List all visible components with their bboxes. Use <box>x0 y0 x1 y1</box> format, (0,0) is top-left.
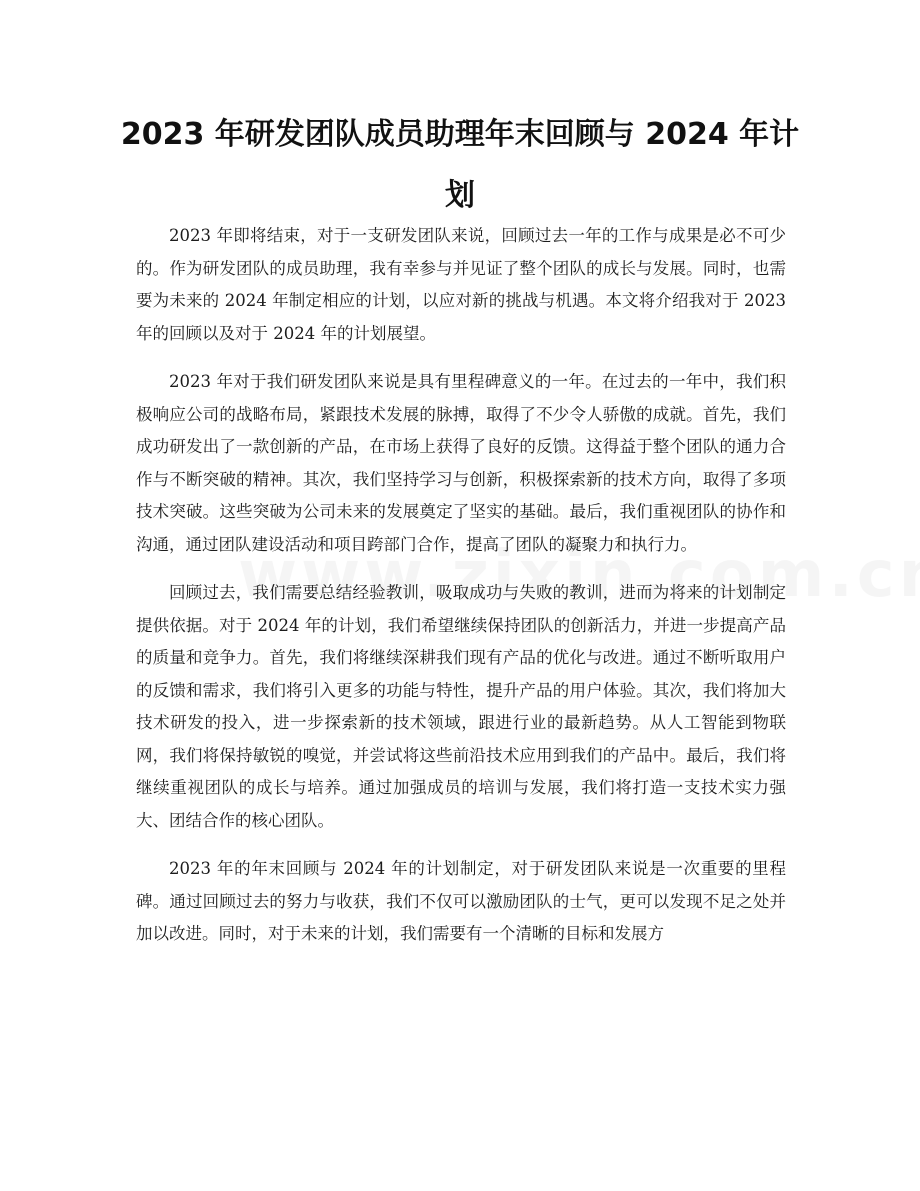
paragraph-2: 2023 年对于我们研发团队来说是具有里程碑意义的一年。在过去的一年中，我们积极响应公司的战略布局，紧跟技术发展的脉搏，取得了不少令人骄傲的成就。首先，我们成功研发出了一款创新的产品，在市场上获得了良好的反馈。这得益于整个团队的通力合作与不断突破的精神。其次，我们坚持学习与创新，积极探索新的技术方向，取得了多项技术突破。这些突破为公司未来的发展奠定了坚实的基础。最后，我们重视团队的协作和沟通，通过团队建设活动和项目跨部门合作，提高了团队的凝聚力和执行力。 <box>136 372 786 554</box>
paragraph-3: 回顾过去，我们需要总结经验教训，吸取成功与失败的教训，进而为将来的计划制定提供依据。对于 2024 年的计划，我们希望继续保持团队的创新活力，并进一步提高产品的质量和竞争力。首先，我们将继续深耕我们现有产品的优化与改进。通过不断听取用户的反馈和需求，我们将引入更多的功能与特性，提升产品的用户体验。其次，我们将加大技术研发的投入，进一步探索新的技术领域，跟进行业的最新趋势。从人工智能到物联网，我们将保持敏锐的嗅觉，并尝试将这些前沿技术应用到我们的产品中。最后，我们将继续重视团队的成长与培养。通过加强成员的培训与发展，我们将打造一支技术实力强大、团结合作的核心团队。 <box>136 583 786 830</box>
document-body <box>136 220 786 967</box>
paragraph-1: 2023 年即将结束，对于一支研发团队来说，回顾过去一年的工作与成果是必不可少的。作为研发团队的成员助理，我有幸参与并见证了整个团队的成长与发展。同时，也需要为未来的 2024 年制定相应的计划，以应对新的挑战与机遇。本文将介绍我对于 2023 年的回顾以及对于 2024 年的计划展望。 <box>136 226 786 343</box>
paragraph-4: 2023 年的年末回顾与 2024 年的计划制定，对于研发团队来说是一次重要的里程碑。通过回顾过去的努力与收获，我们不仅可以激励团队的士气，更可以发现不足之处并加以改进。同时，对于未来的计划，我们需要有一个清晰的目标和发展方 <box>136 859 786 943</box>
document-title: 2023 年研发团队成员助理年末回顾与 2024 年计划 <box>120 117 800 213</box>
